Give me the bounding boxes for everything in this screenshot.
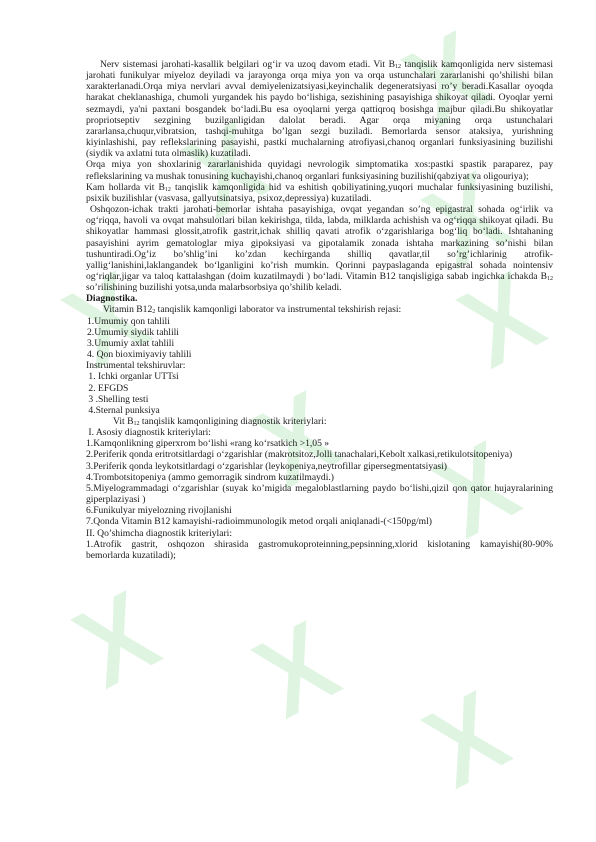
instrumental-list-item: 1. Ichki organlar UTTsi (86, 371, 179, 383)
watermark-icon (419, 690, 514, 790)
watermark-icon (69, 590, 164, 690)
text-run: tanqisligiga sabab ingichka ichakda B (395, 270, 547, 282)
paragraph-spinal-horns: Orqa miya yon shoxlarinig zararlanishida quyidagi nevrologik simptomatika xos:pastki spastik paraparez, pay reflekslarining va mushak tonusining kuchayishi,chanoq organlari funksiyasining buzilishi(qabziyat va oligouriya); (86, 159, 553, 182)
instrumental-list-item: 3 .Shelling testi (86, 393, 149, 405)
text-run: Kam hollarda vit B (86, 181, 165, 193)
instrumental-heading: Instrumental tekshiruvlar: (86, 360, 186, 372)
text-run: Oshqozon-ichak trakti jarohati-bemorlar ishtaha pasayishiga, ovqat yegandan so’ng epigastral sohada og‘irlik va og‘riqqa, havoli va ovqat mahsulotlari bilan kekirishga, tilda, labda, milklarda achishish va og‘riqqa shikoyat qiladi. Bu shikoyatlar hammasi glossit,atrofik gastrit,ichak shilliq qavati atrofik o‘zgarishlariga bog‘liq bo‘ladi. Ishtahaning pasayishini ayrim gematologlar miya gipoksiyasi va gipotalamik zonada ishtaha markazining so’nishi bilan tushuntiradi.Og’iz bo’shlig’ini ko’zdan kechirganda shilliq qavatlar,til so’rg’ichlarinig atrofik-yallig‘lanishini,laklangandek bo‘lganligini ko’rish mumkin. Qorinni paypaslaganda epigastral sohada nointensiv og‘riqlar,jigar va taloq kattalashgan (doim kuzatilmaydi ) bo‘ladi. Vitamin B12 (86, 204, 553, 282)
text-run: tanqislik kamqonligida nerv sistemasi jarohati funikulyar miyeloz deyiladi va jarayonga orqa miya yon va orqa ustunchalari zararlanishi qo’shilishi bilan xarakterlanadi.Orqa miya nervlari avval demiyelenizatsiyasi,keyinchalik degeneratsiyasi ro’y beradi.Kasallar oyoqda harakat cheklanashiga, chumoli yurgandek his paydo bo‘lishiga, sezishining pasayishiga shikoyat qiladi. Oyoqlar yerni sezmaydi, ya'ni paxtani bosgandek bo‘ladi.Bu esa oyoqlarni yerga qattiqroq bosishga majbur qiladi.Bu shikoyatlar propriotseptiv sezgining buzilganligidan dalolat beradi. Agar orqa miyaning orqa ustunchalari zararlansa,chuqur,vibratsion, tashqi-muhitga bo’lgan sezgi buziladi. Bemorlarda sensor ataksiya, yurishning kiyinlashishi, pay reflekslarining pasayishi, pastki muchalarning atrofiyasi,chanoq organlari funksiyasining buzilishi (siydik va axlatni tuta olmaslik) kuzatiladi. (86, 59, 553, 160)
section-heading-diagnostika: Diagnostika. (86, 293, 138, 305)
text-run: 7.Qonda Vitamin B12 (86, 516, 171, 528)
criteria-list-item: 2.Periferik qonda eritrotsitlardagi o‘zgarishlar (makrotsitoz,Jolli tanachalari,Kebolt xalkasi,retikulotsitopeniya) (86, 449, 513, 461)
text-run: Nerv sistemasi jarohati-kasallik belgilari og‘ir va uzoq davom etadi. Vit B (100, 59, 395, 70)
extra-criteria-heading: II. Qo’shimcha diagnostik kriteriylari: (86, 527, 233, 539)
criteria-list-item: 5.Miyelogrammadagi o‘zgarishlar (suyak ko’migida megaloblastlarning paydo bo‘lishi,qizil qon qator hujayralarining giperplaziyasi ) (86, 482, 553, 506)
text-run: so’rilishining buzilishi yotsa,unda malarbsorbsiya qo’shilib keladi. (86, 282, 342, 294)
lab-list-item: 1.Umumiy qon tahlili (87, 315, 170, 327)
subscript: 12 (133, 421, 140, 427)
text-run: kamayishi-radioimmunologik metod orqali aniqlanadi-(<150pg/ml) (170, 516, 432, 528)
instrumental-list-item: 2. EFGDS (86, 382, 129, 394)
lab-list-item: 4. Qon bioximiyaviy tahlili (87, 349, 192, 361)
subscript: 12 (547, 275, 553, 282)
paragraph-rare-cases (86, 182, 553, 204)
paragraph-gastrointestinal (86, 204, 553, 293)
criteria-list-item: 3.Periferik qonda leykotsitlardagi o‘zgarishlar (leykopeniya,neytrofillar gipersegmentatsiyasi) (86, 460, 447, 472)
lab-list-item: 3.Umumiy axlat tahlili (87, 337, 175, 349)
exam-plan-title (86, 304, 553, 315)
text-run: tanqislik kamqonligi laborator va instrumental tekshirish rejasi: (155, 304, 402, 316)
extra-criteria-item: 1.Atrofik gastrit, oshqozon shirasida gastromukoproteinning,pepsinning,xlorid kislotaning kamayishi(80-90% bemorlarda kuzatiladi); (86, 538, 553, 561)
subscript: 2 (152, 309, 156, 316)
subscript: 12 (395, 64, 401, 70)
lab-list-item: 2.Umumiy siydik tahlili (87, 326, 179, 338)
text-run: Vitamin B12 (103, 304, 153, 316)
text-run: Vit B (113, 416, 134, 427)
document-page (86, 59, 553, 561)
subscript: 12 (164, 186, 171, 193)
criteria-list-item: 6.Funikulyar miyelozning rivojlanishi (86, 505, 232, 517)
criteria-title (86, 416, 553, 427)
criteria-list-item: 1.Kamqonlikning giperxrom bo‘lishi «rang ko‘rsatkich >1,05 » (86, 438, 330, 450)
criteria-list-item (86, 516, 553, 527)
paragraph-nervous-system (86, 59, 553, 159)
text-run: tanqislik kamqonligining diagnostik kriteriylari: (139, 416, 327, 427)
criteria-list-item: 4.Trombotsitopeniya (ammo gemorragik sindrom kuzatilmaydi.) (86, 471, 334, 483)
text-run: tanqislik kamqonligida hid va eshitish qobiliyatining,yuqori muchalar funksiyasining buzilishi, psixik buzilishlar (vasvasa, gallyutsinatsiya, psixoz,depressiya) kuzatiladi. (86, 181, 553, 204)
instrumental-list-item: 4.Sternal punksiya (86, 404, 160, 416)
basic-criteria-heading: I. Asosiy diagnostik kriteriylari: (86, 427, 211, 439)
watermark-icon (249, 620, 344, 720)
